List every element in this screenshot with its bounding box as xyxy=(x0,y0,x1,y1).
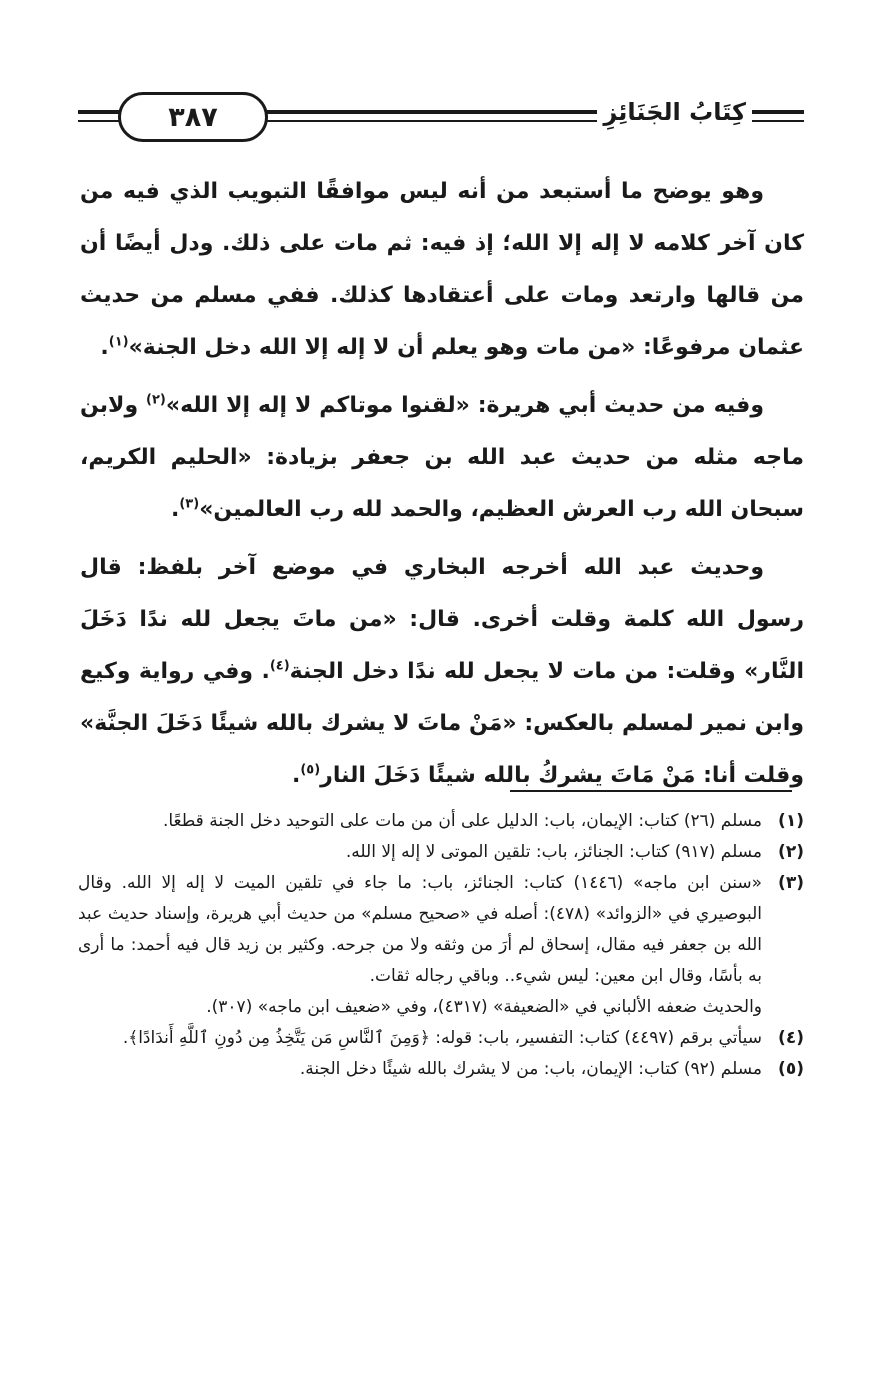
footnote-3 xyxy=(78,868,804,992)
footnote-text: «سنن ابن ماجه» (١٤٤٦) كتاب: الجنائز، باب: ما جاء في تلقين الميت لا إله إلا الله. وقال البوصيري في «الزوائد» (٤٧٨): أصله في «صحيح مسلم» من حديث أبي هريرة، وإسناد حديث عبد الله بن جعفر فيه مقال، إسحاق لم أرَ من وثقه ولا من جرحه. وكثير بن زيد قال فيه أحمد: ما أرى به بأسًا، وقال ابن معين: ليس شيء.. وباقي رجاله ثقات. xyxy=(78,873,763,986)
footnote-ref: (٣) xyxy=(179,496,200,512)
footnote-number: (٢) xyxy=(778,842,804,862)
footnote-number: (٥) xyxy=(778,1059,804,1079)
paragraph-text: وحديث عبد الله أخرجه البخاري في موضع آخر بلفظ: قال رسول الله كلمة وقلت أخرى. قال: «من ماتَ يجعل لله ندًا دَخَلَ النَّار» وقلت: من مات لا يجعل لله ندًا دخل الجنة xyxy=(80,555,804,684)
paragraph-text: ولابن ماجه مثله من حديث عبد الله بن جعفر بزيادة: «الحليم الكريم، سبحان الله رب العرش العظيم، والحمد لله رب العالمين» xyxy=(80,393,804,522)
page-number-text: ٣٨٧ xyxy=(168,101,218,133)
main-text xyxy=(80,166,804,808)
footnote-separator xyxy=(510,790,792,792)
page-header xyxy=(78,92,804,148)
footnote-2 xyxy=(78,837,804,868)
footnote-text: مسلم (٩٢) كتاب: الإيمان، باب: من لا يشرك بالله شيئًا دخل الجنة. xyxy=(299,1059,762,1079)
footnote-text: مسلم (٩١٧) كتاب: الجنائز، باب: تلقين الموتى لا إله إلا الله. xyxy=(345,842,762,862)
footnote-4 xyxy=(78,1023,804,1054)
footnote-text: سيأتي برقم (٤٤٩٧) كتاب: التفسير، باب: قوله: ﴿وَمِنَ ٱلنَّاسِ مَن يَتَّخِذُ مِن دُونِ ٱللَّهِ أَندَادًا﴾. xyxy=(122,1028,762,1048)
footnote-number: (٤) xyxy=(778,1028,804,1048)
paragraph-end: . xyxy=(170,497,180,522)
page-number xyxy=(118,92,268,142)
footnote-text: مسلم (٢٦) كتاب: الإيمان، باب: الدليل على أن من مات على التوحيد دخل الجنة قطعًا. xyxy=(162,811,762,831)
paragraph-2 xyxy=(80,380,804,536)
footnote-ref: (١) xyxy=(108,334,129,350)
book-title: كِتَابُ الجَنَائِزِ xyxy=(597,98,752,126)
paragraph-text: وفيه من حديث أبي هريرة: «لقنوا موتاكم لا إله إلا الله» xyxy=(165,393,764,418)
paragraph-text: . وفي رواية وكيع وابن نمير لمسلم بالعكس: «مَنْ ماتَ لا يشرك بالله شيئًا دَخَلَ الجنَّة» وقلت أنا: مَنْ مَاتَ يشركُ بالله شيئًا دَخَلَ النار xyxy=(80,659,804,788)
paragraph-1 xyxy=(80,166,804,374)
footnote-1 xyxy=(78,806,804,837)
footnote-3-continuation: والحديث ضعفه الألباني في «الضعيفة» (٤٣١٧)، وفي «ضعيف ابن ماجه» (٣٠٧). xyxy=(206,997,762,1017)
footnotes xyxy=(78,806,804,1085)
paragraph-3 xyxy=(80,542,804,802)
paragraph-end: . xyxy=(291,763,301,788)
footnote-number: (١) xyxy=(778,811,804,831)
paragraph-end: . xyxy=(100,335,109,360)
footnote-ref: (٢) xyxy=(146,392,166,408)
paragraph-text: وهو يوضح ما أستبعد من أنه ليس موافقًا التبويب الذي فيه من كان آخر كلامه لا إله إلا الله؛ إذ فيه: ثم مات على ذلك. ودل أيضًا أن من قالها وارتعد ومات على أعتقادها كذلك. ففي مسلم من حديث عثمان مرفوعًا: «من مات وهو يعلم أن لا إله إلا الله دخل الجنة» xyxy=(80,179,804,360)
footnote-ref: (٤) xyxy=(269,658,290,674)
footnote-number: (٣) xyxy=(778,873,804,893)
footnote-ref: (٥) xyxy=(300,762,321,778)
footnote-5 xyxy=(78,1054,804,1085)
